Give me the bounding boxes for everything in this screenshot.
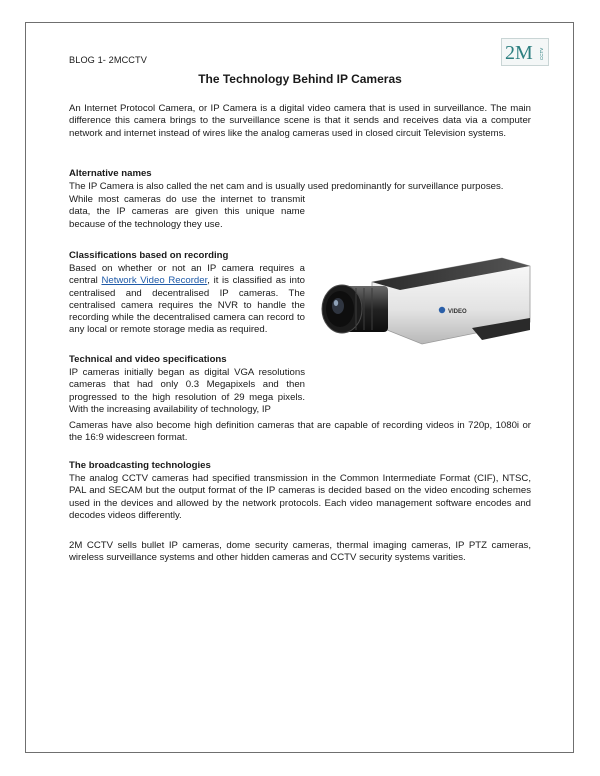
heading-broadcasting: The broadcasting technologies (69, 460, 211, 471)
svg-text:VIDEO: VIDEO (448, 309, 467, 315)
network-video-recorder-link[interactable]: Network Video Recorder (101, 275, 208, 287)
classifications-text-2: , it is classified as into centralised and decentralised IP cameras. The centralised camera requires the NVR to handle the recording while the decentralised camera can record to any local or remote storage media as required. (69, 275, 305, 336)
logo-side-text: CCTV (539, 47, 544, 60)
specs-paragraph-narrow: IP cameras initially began as digital VGA resolutions cameras that had only 0.3 Megapixels and then progressed to the high resolution of 29 mega pixels. With the increasing availability of technology, IP (69, 367, 305, 415)
specs-paragraph-full: Cameras have also become high definition cameras that are capable of recording videos in 720p, 1080i or the 16:9 widescreen format. (69, 420, 531, 444)
heading-classifications: Classifications based on recording (69, 250, 229, 261)
ip-camera-image (312, 252, 534, 360)
heading-alternative-names: Alternative names (69, 168, 152, 179)
closing-paragraph: 2M CCTV sells bullet IP cameras, dome security cameras, thermal imaging cameras, IP PTZ cameras, wireless surveillance systems and other hidden cameras and CCTV security systems varities. (69, 540, 531, 564)
heading-specifications: Technical and video specifications (69, 354, 227, 365)
page-title: The Technology Behind IP Cameras (198, 72, 402, 86)
logo-text: 2M (505, 42, 533, 64)
blog-label: BLOG 1- 2MCCTV (69, 55, 147, 65)
intro-paragraph: An Internet Protocol Camera, or IP Camera is a digital video camera that is used in surveillance. The main difference this camera brings to the surveillance scene is that it sends and receives data via a computer network and internet instead of wires like the analog cameras used in closed circuit Television systems. (69, 103, 531, 139)
brand-logo (501, 38, 549, 66)
classifications-text-1: Based on whether or not an IP camera requires a central (69, 263, 305, 287)
alt-names-line: The IP Camera is also called the net cam and is usually used predominantly for surveillance purposes. (69, 181, 504, 192)
alt-names-paragraph: While most cameras do use the internet to transmit data, the IP cameras are given this unique name because of the technology they use. (69, 194, 305, 230)
broadcasting-paragraph: The analog CCTV cameras had specified transmission in the Common Intermediate Format (CIF), NTSC, PAL and SECAM but the output format of the IP cameras is decided based on the video encoding schemes used in the devices and allowed by the network protocols. Each video management software encodes and decodes videos differently. (69, 473, 531, 521)
classifications-paragraph (69, 263, 305, 337)
